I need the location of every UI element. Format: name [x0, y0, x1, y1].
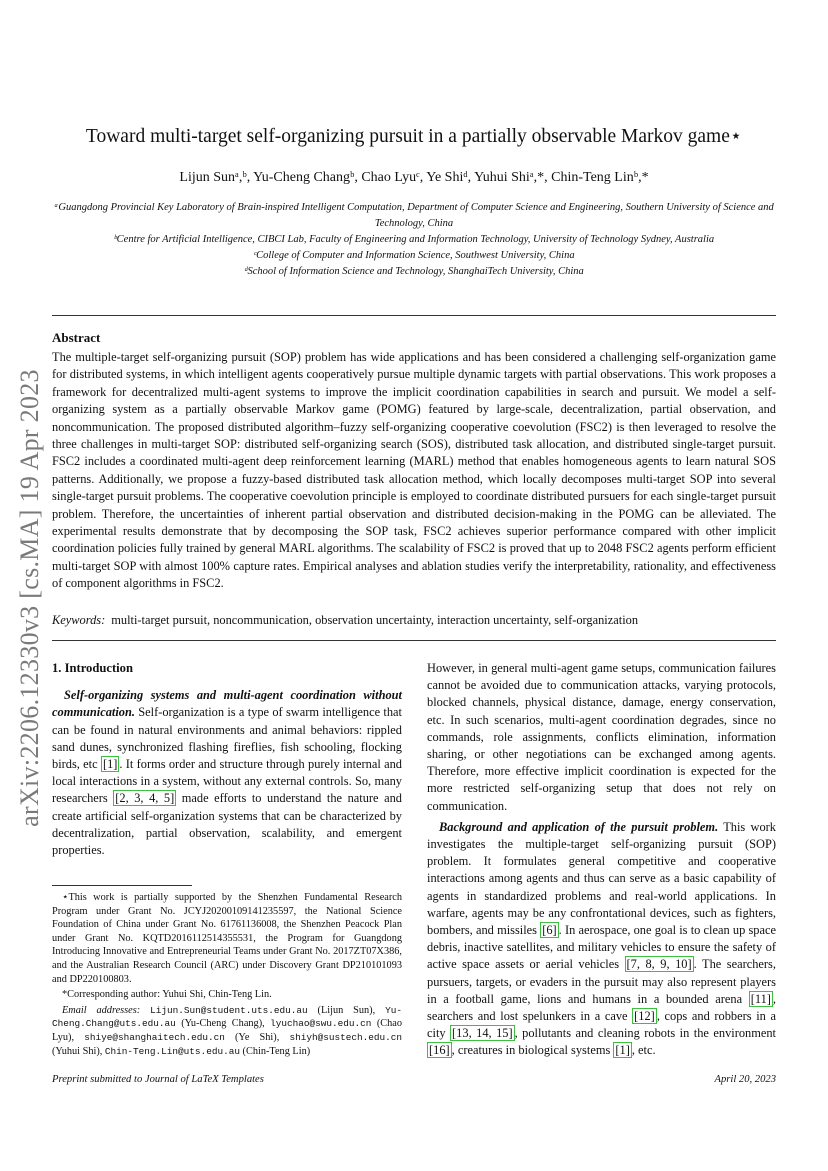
- email-link[interactable]: shiye@shanghaitech.edu.cn: [84, 1031, 225, 1043]
- abstract-text: The multiple-target self-organizing pursuit (SOP) problem has wide applications and has been considered a challenging self-organization game for distributed systems, in which intelligent agents cooperatively pursue multiple dynamic targets with partial observations. This work proposes a framework for decentralized multi-agent systems to improve the implicit coordination capabilities in search and pursuit. We model a self-organizing system as a partially observable Markov game (POMG) featured by large-scale, decentralization, partial observation, and noncommunication. The proposed distributed algorithm–fuzzy self-organizing cooperative coevolution (FSC2) is then leveraged to resolve the three challenges in multi-target SOP: distributed self-organizing search (SOS), distributed task allocation, and distributed single-target pursuit. FSC2 includes a coordinated multi-agent deep reinforcement learning (MARL) method that enables homogeneous agents to learn natural SOS patterns. Additionally, we propose a fuzzy-based distributed task allocation method, which locally decomposes multi-target SOP into several single-target pursuit problems. The cooperative coevolution principle is employed to coordinate distributed pursuers for each single-target pursuit problem. Therefore, the uncertainties of inherent partial observation and distributed decision-making in the POMG can be alleviated. The experimental results demonstrate that by decomposing the SOP task, FSC2 achieves superior performance compared with other implicit coordination policies fully trained by general MARL algorithms. The scalability of FSC2 is proved that up to 2048 FSC2 agents perform efficient multi-target SOP with almost 100% capture rates. Empirical analyses and ablation studies verify the interpretability, rationality, and effectiveness of component algorithms in FSC2.: [52, 350, 776, 591]
- corresponding-author-footnote: *Corresponding author: Yuhui Shi, Chin-Teng Lin.: [62, 989, 272, 1001]
- citation-link[interactable]: [11]: [750, 991, 771, 1006]
- footer-journal: Preprint submitted to Journal of LaTeX Templates: [52, 1074, 264, 1085]
- email-link[interactable]: Chin-Teng.Lin@uts.edu.au: [104, 1045, 240, 1057]
- citation-link[interactable]: [16]: [429, 1043, 450, 1058]
- keywords-text: multi-target pursuit, noncommunication, observation uncertainty, interaction uncertainty, self-organization: [111, 613, 639, 627]
- funding-footnote: ⋆This work is partially supported by the Shenzhen Fundamental Research Program under Grant No. JCYJ20200109141235597, the National Science Foundation of China under Grant No. 61761136008, the Shenzhen Peacock Plan under Grant No. KQTD2016112514355531, the Program for Guangdong Introducing Innovative and Entrepreneurial Teams under Grant No. 2017ZT07X386, and the Australian Research Council (ARC) under Discovery Grant DP210101093 and DP220100803.: [52, 892, 402, 985]
- intro-paragraph-2: However, in general multi-agent game setups, communication failures cannot be avoided due to communication attacks, varying protocols, blocked channels, physical distance, damage, energy conservation, etc. In such scenarios, multi-agent coordination degrades, since no commands, role assignments, conflicts elimination, information sharing, or other negotiations can be exchanged among agents. Therefore, more effective implicit coordination is expected for the more restricted self-organizing setup that does not rely on communication.: [427, 661, 776, 813]
- email-link[interactable]: lyuchao@swu.edu.cn: [270, 1018, 372, 1030]
- affiliation-a: ᵃGuangdong Provincial Key Laboratory of Brain-inspired Intelligent Computation, Department of Computer Science and Engineering, Southern University of Science and Technology, China: [54, 202, 774, 229]
- footer-date: April 20, 2023: [714, 1074, 776, 1085]
- citation-link[interactable]: [2, 3, 4, 5]: [115, 791, 175, 806]
- citation-link[interactable]: [6]: [542, 923, 557, 938]
- footnote-divider: [52, 885, 192, 886]
- citation-link[interactable]: [1]: [615, 1043, 630, 1058]
- keywords-line: [52, 613, 776, 628]
- email-link[interactable]: Lijun.Sun@student.uts.edu.au: [150, 1004, 308, 1016]
- email-footnote: Email addresses: Lijun.Sun@student.uts.edu.au (Lijun Sun), Yu-Cheng.Chang@uts.edu.au (Yu-Cheng Chang), lyuchao@swu.edu.cn (Chao Lyu), shiye@shanghaitech.edu.cn (Ye Shi), shiyh@sustech.edu.cn (Yuhui Shi), Chin-Teng.Lin@uts.edu.au (Chin-Teng Lin): [52, 1004, 402, 1057]
- citation-link[interactable]: [1]: [102, 757, 118, 772]
- bottom-divider: [52, 640, 776, 641]
- section-heading: 1. Introduction: [52, 661, 133, 675]
- email-link[interactable]: shiyh@sustech.edu.cn: [289, 1031, 402, 1043]
- citation-link[interactable]: [7, 8, 9, 10]: [626, 957, 692, 972]
- keywords-label: Keywords:: [52, 613, 106, 627]
- intro-paragraph-3: Background and application of the pursuit problem. This work investigates the multiple-target self-organizing pursuit (SOP) problem. It formulates general competitive and cooperative interactions among agents and thus can serve as a basic capability of agents in standardized problems and real-world applications. In warfare, agents may be any confrontational devices, such as fighters, bombers, and missiles [6] . In aerospace, one goal is to clean up space debris, inactive satellites, and military vehicles to ensure the safety of active space assets or aerial vehicles [7, 8, 9, 10] . The searchers, pursuers, targets, or evaders in the pursuit may also represent players in a football game, lions and humans in a bounded arena [11] , searchers and lost spelunkers in a cave [12] , cops and robbers in a city [13, 14, 15] , pollutants and cleaning robots in the environment [16] , creatures in biological systems [1] , etc.: [427, 819, 776, 1058]
- arxiv-id: arXiv:2206.12330v3 [cs.MA] 19 Apr 2023: [15, 369, 44, 827]
- top-divider: [52, 315, 776, 316]
- author-list: Lijun Sunᵃ,ᵇ, Yu-Cheng Changᵇ, Chao Lyuᶜ, Ye Shiᵈ, Yuhui Shiᵃ,*, Chin-Teng Linᵇ,*: [179, 170, 649, 185]
- citation-link[interactable]: [13, 14, 15]: [452, 1026, 513, 1041]
- right-column: [427, 660, 776, 1060]
- citation-link[interactable]: [12]: [634, 1009, 655, 1024]
- paragraph-lead: Self-organizing systems and multi-agent coordination without communication.: [52, 688, 402, 720]
- arxiv-stamp: [10, 348, 50, 848]
- paper-title: Toward multi-target self-organizing pursuit in a partially observable Markov game⋆: [85, 126, 743, 147]
- footnotes: [52, 891, 402, 1060]
- email-link[interactable]: Yu-Cheng.Chang@uts.edu.au: [52, 1004, 402, 1030]
- abstract-heading: Abstract: [52, 330, 101, 345]
- affiliation-c: ᶜCollege of Computer and Information Science, Southwest University, China: [253, 250, 575, 261]
- paragraph-lead: Background and application of the pursuit problem.: [439, 819, 719, 834]
- affiliation-d: ᵈSchool of Information Science and Technology, ShanghaiTech University, China: [244, 266, 584, 277]
- affiliations: [52, 200, 776, 280]
- affiliation-b: ᵇCentre for Artificial Intelligence, CIBCI Lab, Faculty of Engineering and Information Technology, University of Technology Sydney, Australia: [113, 234, 715, 245]
- left-column: [52, 660, 402, 859]
- intro-paragraph-1: Self-organizing systems and multi-agent coordination without communication. Self-organization is a type of swarm intelligence that can be found in natural environments and animal behaviors: rippled sand dunes, synchronized flashing fireflies, fish schooling, flocking birds, etc [1] . It forms order and structure through purely internal and local interactions in a system, without any external controls. So, many researchers [2, 3, 4, 5] made efforts to understand the nature and create artificial self-organization systems that can be characterized by decentralization, partial observation, scalability, and emergent properties.: [52, 688, 402, 858]
